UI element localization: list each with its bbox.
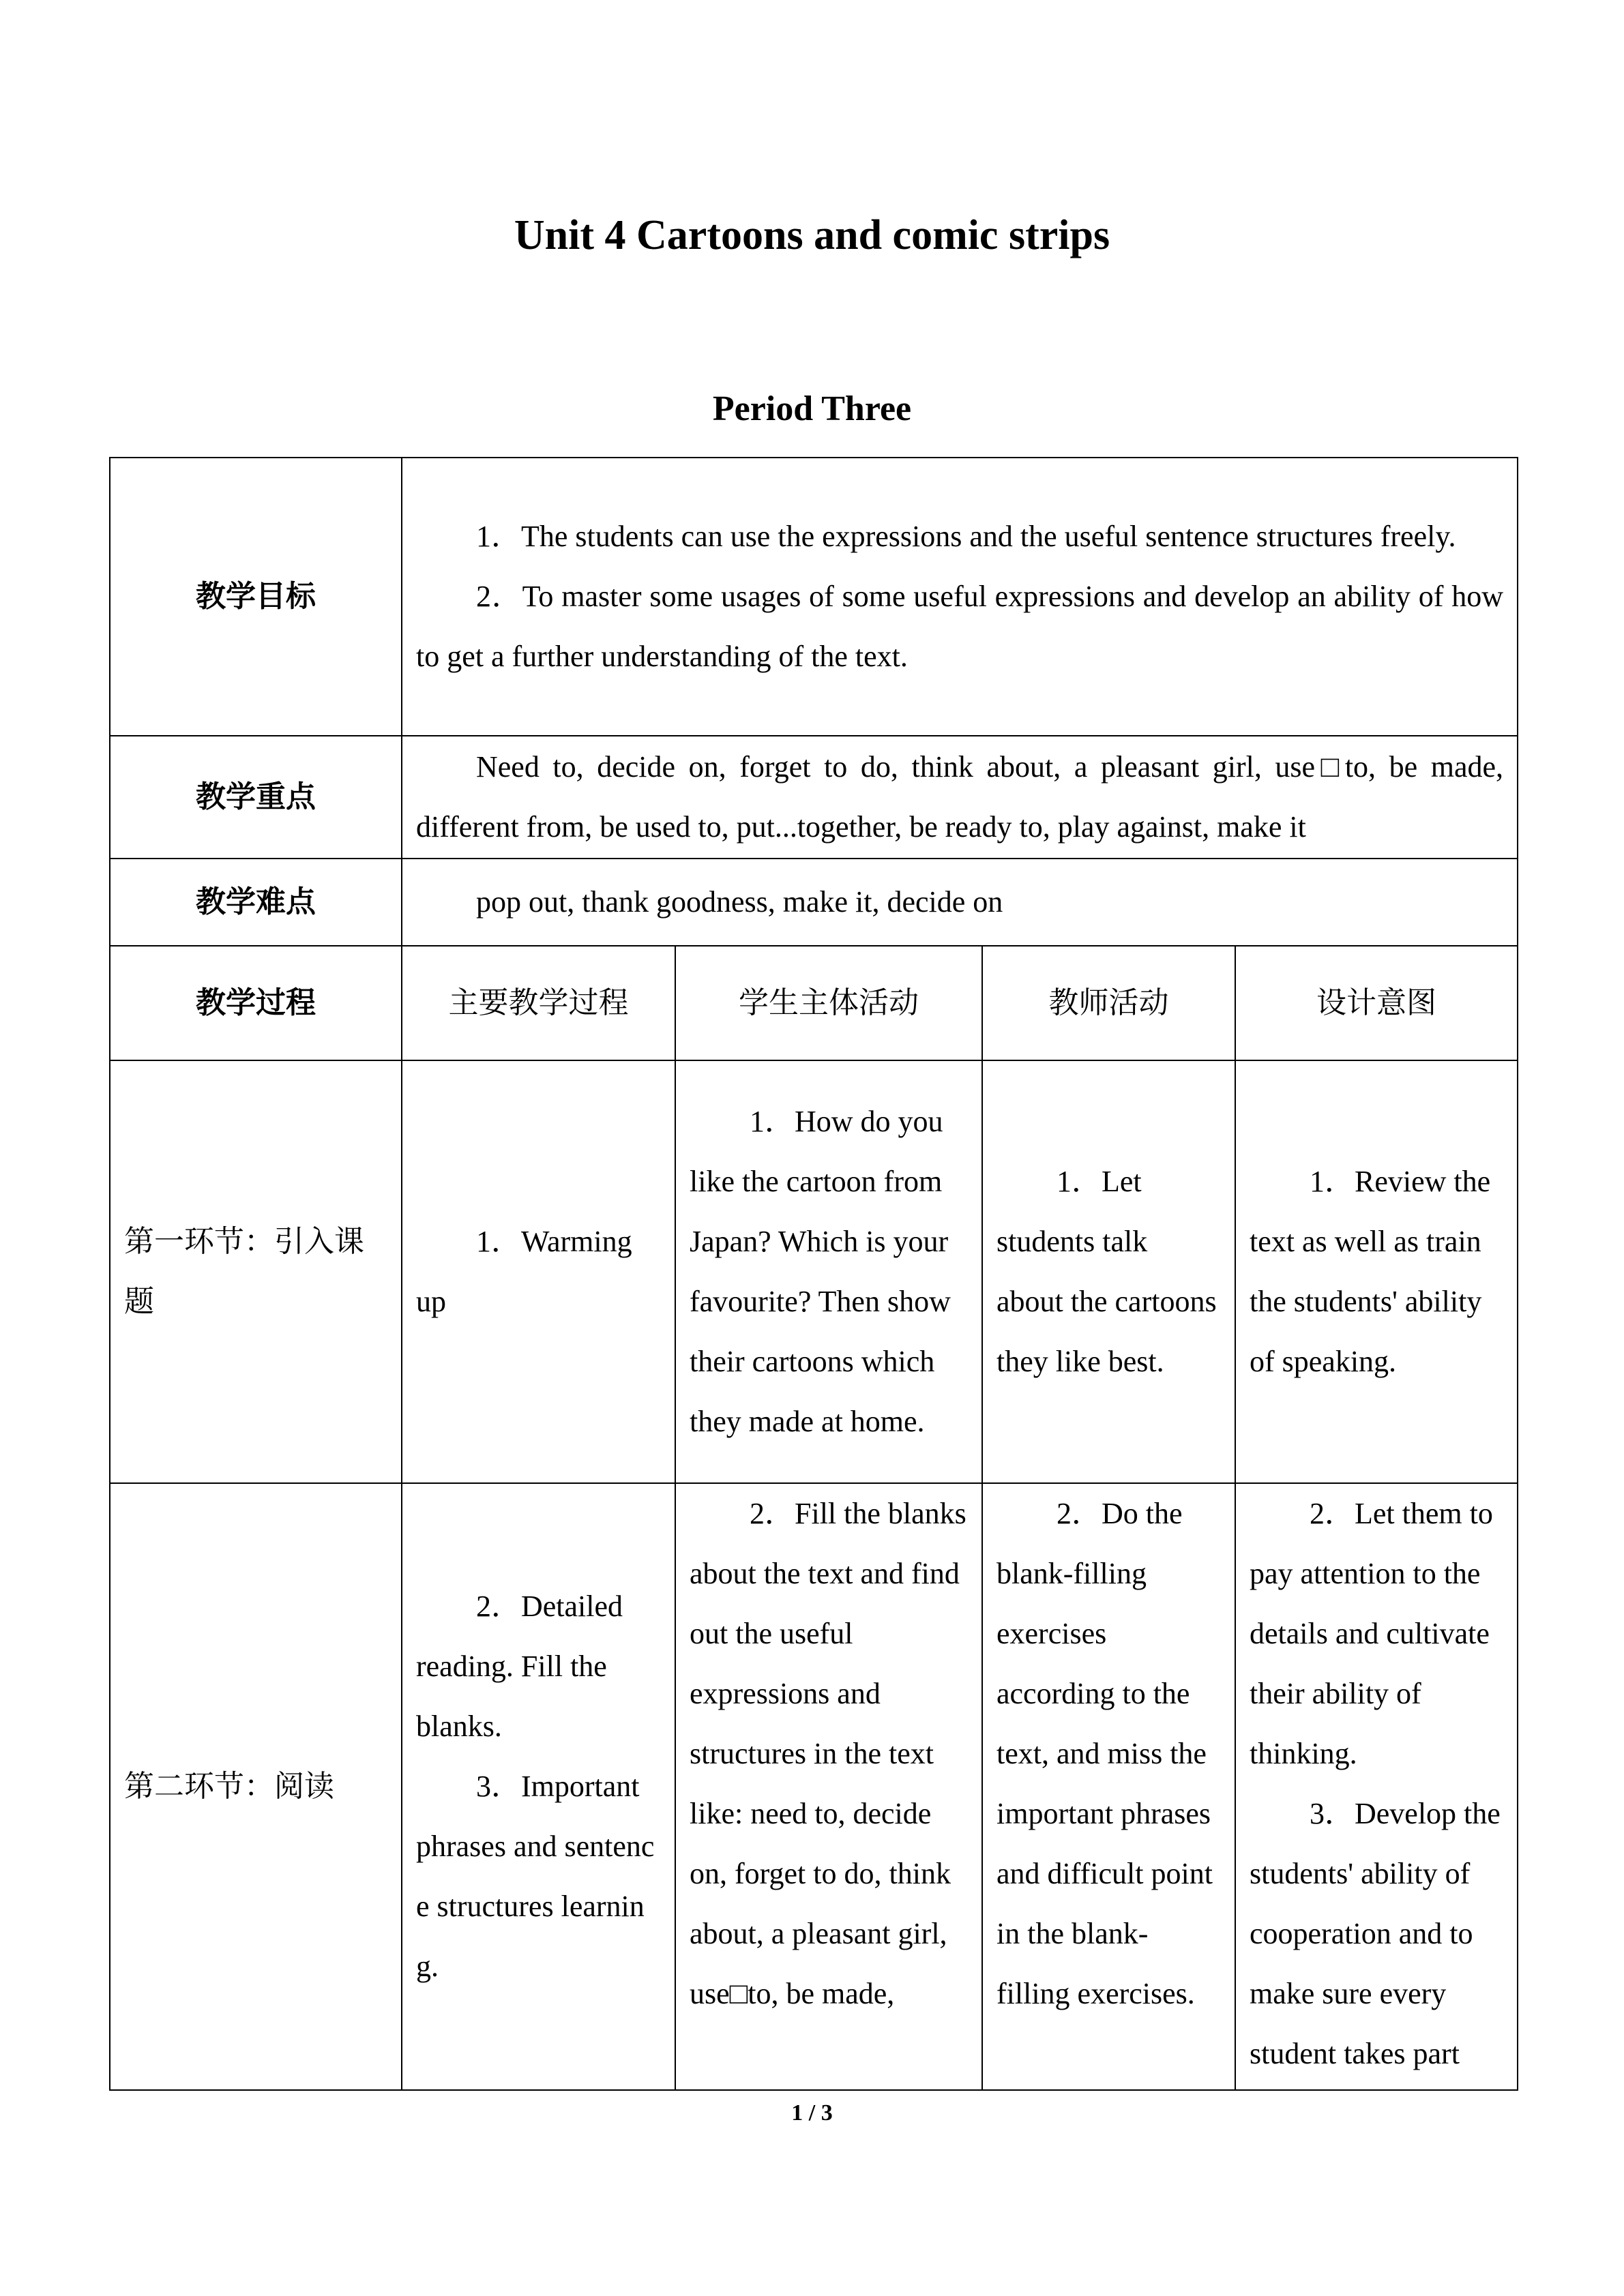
column-header-main: 主要教学过程 — [402, 946, 675, 1060]
column-header-teacher: 教师活动 — [982, 946, 1235, 1060]
main-process-text: 1．Warming up — [416, 1225, 632, 1318]
stage-label: 第二环节：阅读 — [110, 1483, 402, 2090]
objectives-row — [110, 458, 1518, 736]
teacher-activity-cell — [982, 1060, 1235, 1483]
student-activity-cell — [675, 1060, 982, 1483]
main-process-text: 2．Detailed reading. Fill the blanks. — [416, 1590, 623, 1743]
key-points-content — [402, 736, 1518, 859]
main-process-cell — [402, 1060, 675, 1483]
teacher-activity-clip — [996, 1484, 1221, 2089]
main-process-cell — [402, 1483, 675, 2090]
column-header-purpose: 设计意图 — [1235, 946, 1518, 1060]
main-process-text: 3．Important phrases and sentence structures learning. — [416, 1770, 655, 1983]
student-activity-clip — [690, 1484, 968, 2089]
student-activity-text: 2．Fill the blanks about the text and find out the useful expressions and structures in the text like: need to, decide on, forget to do, think about, a pleasant girl, use□to, be made, — [690, 1497, 966, 2010]
difficulties-content — [402, 859, 1518, 946]
teacher-activity-text: 2．Do the blank-filling exercises according to the text, and miss the important phrases and difficult point in the blank-filling exercises. — [996, 1497, 1213, 2010]
process-label: 教学过程 — [110, 946, 402, 1060]
period-subtitle: Period Three — [712, 389, 912, 428]
process-row-intro — [110, 1060, 1518, 1483]
design-purpose-clip — [1250, 1484, 1503, 2089]
difficulties-row — [110, 859, 1518, 946]
difficulties-text: pop out, thank goodness, make it, decide on — [476, 885, 1003, 919]
page-indicator: 1 / 3 — [791, 2100, 833, 2126]
column-header-student: 学生主体活动 — [675, 946, 982, 1060]
student-activity-text: 1．How do you like the cartoon from Japan? Which is your favourite? Then show their cartoons which they made at home. — [690, 1105, 951, 1438]
design-purpose-text: 1．Review the text as well as train the students' ability of speaking. — [1250, 1165, 1491, 1378]
design-purpose-cell — [1235, 1060, 1518, 1483]
design-purpose-text: 3．Develop the students' ability of cooperation and to make sure every student takes part — [1250, 1797, 1501, 2070]
stage-label: 第一环节：引入课题 — [110, 1060, 402, 1483]
objective-item: 1．The students can use the expressions and the useful sentence structures freely. — [476, 520, 1456, 553]
objectives-content — [402, 458, 1518, 736]
design-purpose-text: 2．Let them to pay attention to the details and cultivate their ability of thinking. — [1250, 1497, 1493, 1770]
document-title: Unit 4 Cartoons and comic strips — [514, 212, 1110, 258]
design-purpose-cell — [1235, 1483, 1518, 2090]
key-points-row — [110, 736, 1518, 859]
key-points-text: Need to, decide on, forget to do, think about, a pleasant girl, use□to, be made, different from, be used to, put...together, be ready to, play against, make it — [416, 750, 1504, 844]
objective-item: 2．To master some usages of some useful expressions and develop an ability of how to get a further understanding of the text. — [416, 580, 1504, 673]
student-activity-cell — [675, 1483, 982, 2090]
key-points-label: 教学重点 — [110, 736, 402, 859]
teacher-activity-text: 1．Let students talk about the cartoons they like best. — [996, 1165, 1217, 1378]
objectives-label: 教学目标 — [110, 458, 402, 736]
teacher-activity-cell — [982, 1483, 1235, 2090]
lesson-plan-table — [109, 457, 1518, 2091]
difficulties-label: 教学难点 — [110, 859, 402, 946]
process-header-row — [110, 946, 1518, 1060]
process-row-reading — [110, 1483, 1518, 2090]
